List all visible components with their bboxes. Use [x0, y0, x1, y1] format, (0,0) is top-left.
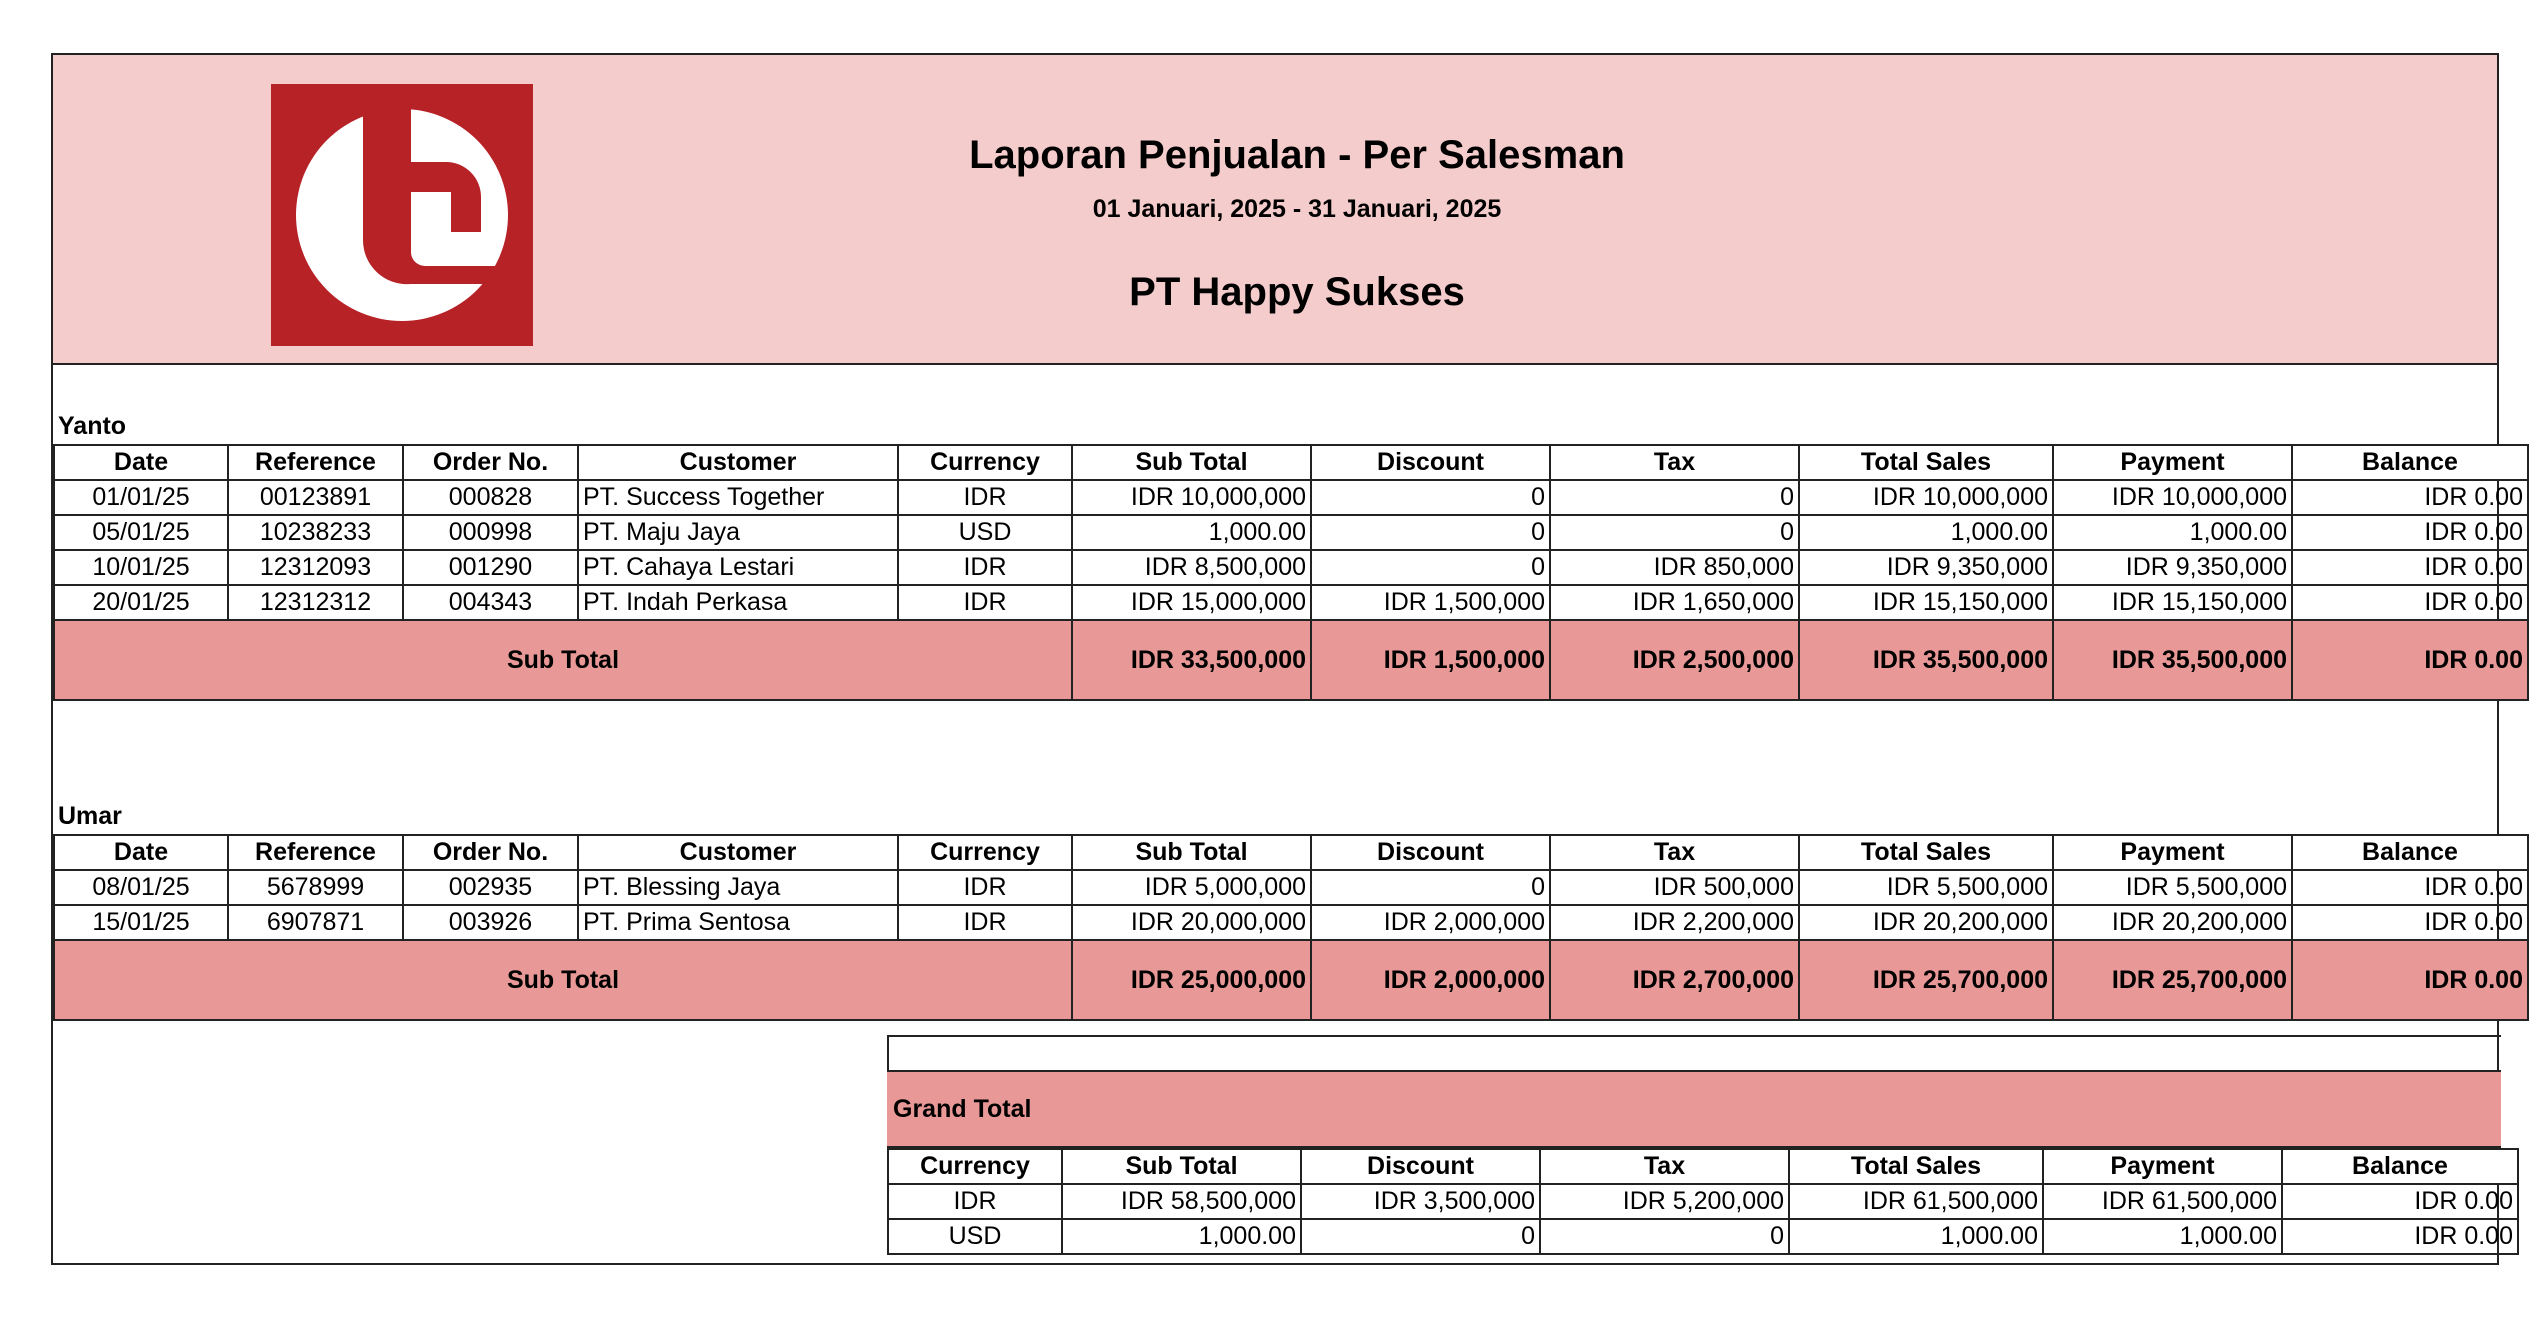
table-cell: IDR 20,200,000	[1799, 905, 2053, 940]
grand-total-header-row	[888, 1149, 2518, 1184]
table-cell: IDR 0.00	[2292, 585, 2528, 620]
table-row	[54, 585, 2528, 620]
company-name: PT Happy Sukses	[1129, 270, 1465, 314]
table-cell: IDR	[888, 1184, 1062, 1219]
table-cell: IDR 1,500,000	[1311, 585, 1550, 620]
table-cell: 0	[1301, 1219, 1540, 1254]
column-header: Total Sales	[1799, 835, 2053, 870]
column-header: Payment	[2053, 445, 2292, 480]
column-header: Balance	[2292, 835, 2528, 870]
subtotal-cell: IDR 35,500,000	[1799, 620, 2053, 700]
table-cell: IDR 20,000,000	[1072, 905, 1311, 940]
column-header: Currency	[898, 445, 1072, 480]
subtotal-cell: IDR 0.00	[2292, 940, 2528, 1020]
table-cell: 10/01/25	[54, 550, 228, 585]
company-logo-icon	[271, 84, 533, 346]
table-cell: USD	[898, 515, 1072, 550]
report-period: 01 Januari, 2025 - 31 Januari, 2025	[1092, 195, 1502, 223]
table-cell: 0	[1311, 480, 1550, 515]
table-cell: IDR 10,000,000	[1072, 480, 1311, 515]
column-header: Payment	[2043, 1149, 2282, 1184]
table-cell: IDR 8,500,000	[1072, 550, 1311, 585]
column-header: Date	[54, 445, 228, 480]
column-header: Tax	[1550, 835, 1799, 870]
column-header: Reference	[228, 835, 403, 870]
subtotal-cell: IDR 25,000,000	[1072, 940, 1311, 1020]
grand-total-table	[887, 1148, 2519, 1255]
column-header: Order No.	[403, 445, 578, 480]
column-header: Currency	[888, 1149, 1062, 1184]
grand-total-spacer	[887, 1035, 2501, 1070]
table-cell: PT. Success Together	[578, 480, 898, 515]
subtotal-cell: IDR 35,500,000	[2053, 620, 2292, 700]
table-cell: IDR 2,200,000	[1550, 905, 1799, 940]
table-cell: 10238233	[228, 515, 403, 550]
table-cell: 12312312	[228, 585, 403, 620]
table-cell: IDR	[898, 870, 1072, 905]
table-row	[54, 515, 2528, 550]
table-cell: IDR 0.00	[2292, 550, 2528, 585]
table-cell: IDR 15,150,000	[2053, 585, 2292, 620]
table-cell: IDR 61,500,000	[2043, 1184, 2282, 1219]
table-cell: 1,000.00	[1789, 1219, 2043, 1254]
table-cell: PT. Prima Sentosa	[578, 905, 898, 940]
subtotal-label: Sub Total	[54, 620, 1072, 700]
table-cell: IDR 15,150,000	[1799, 585, 2053, 620]
subtotal-cell: IDR 2,700,000	[1550, 940, 1799, 1020]
subtotal-cell: IDR 0.00	[2292, 620, 2528, 700]
column-header: Customer	[578, 835, 898, 870]
table-cell: IDR 5,500,000	[1799, 870, 2053, 905]
column-header: Payment	[2053, 835, 2292, 870]
table-cell: USD	[888, 1219, 1062, 1254]
column-header: Tax	[1550, 445, 1799, 480]
table-cell: 5678999	[228, 870, 403, 905]
table-cell: 000828	[403, 480, 578, 515]
subtotal-label: Sub Total	[54, 940, 1072, 1020]
table-cell: 0	[1311, 870, 1550, 905]
grand-total-row	[888, 1219, 2518, 1254]
column-header: Discount	[1311, 835, 1550, 870]
table-cell: 1,000.00	[1799, 515, 2053, 550]
table-cell: IDR 0.00	[2292, 870, 2528, 905]
table-cell: 1,000.00	[1062, 1219, 1301, 1254]
table-cell: IDR 0.00	[2292, 515, 2528, 550]
column-header: Balance	[2282, 1149, 2518, 1184]
table-cell: 6907871	[228, 905, 403, 940]
table-row	[54, 905, 2528, 940]
table-cell: 0	[1311, 550, 1550, 585]
table-cell: IDR 61,500,000	[1789, 1184, 2043, 1219]
table-cell: 0	[1550, 515, 1799, 550]
table-cell: IDR 5,500,000	[2053, 870, 2292, 905]
subtotal-cell: IDR 25,700,000	[1799, 940, 2053, 1020]
table-cell: 0	[1550, 480, 1799, 515]
table-cell: IDR 2,000,000	[1311, 905, 1550, 940]
table-cell: IDR	[898, 905, 1072, 940]
salesman-name: Umar	[58, 802, 122, 830]
column-header: Total Sales	[1789, 1149, 2043, 1184]
table-cell: 002935	[403, 870, 578, 905]
table-cell: PT. Maju Jaya	[578, 515, 898, 550]
table-cell: IDR 9,350,000	[2053, 550, 2292, 585]
table-cell: IDR 58,500,000	[1062, 1184, 1301, 1219]
table-cell: IDR	[898, 550, 1072, 585]
table-cell: PT. Indah Perkasa	[578, 585, 898, 620]
table-cell: IDR 9,350,000	[1799, 550, 2053, 585]
column-header: Tax	[1540, 1149, 1789, 1184]
report-header	[53, 55, 2497, 365]
table-cell: IDR	[898, 585, 1072, 620]
table-cell: 12312093	[228, 550, 403, 585]
column-header: Date	[54, 835, 228, 870]
table-row	[54, 550, 2528, 585]
subtotal-cell: IDR 25,700,000	[2053, 940, 2292, 1020]
table-cell: PT. Blessing Jaya	[578, 870, 898, 905]
table-cell: 01/01/25	[54, 480, 228, 515]
table-cell: 004343	[403, 585, 578, 620]
table-cell: 1,000.00	[2053, 515, 2292, 550]
table-cell: IDR 3,500,000	[1301, 1184, 1540, 1219]
column-header: Order No.	[403, 835, 578, 870]
column-header: Sub Total	[1072, 835, 1311, 870]
table-row	[54, 480, 2528, 515]
table-cell: IDR 10,000,000	[1799, 480, 2053, 515]
column-header: Sub Total	[1072, 445, 1311, 480]
table-cell: 0	[1311, 515, 1550, 550]
table-header-row	[54, 445, 2528, 480]
table-cell: 000998	[403, 515, 578, 550]
table-cell: 1,000.00	[1072, 515, 1311, 550]
table-cell: IDR 1,650,000	[1550, 585, 1799, 620]
subtotal-row	[54, 620, 2528, 700]
table-cell: IDR 0.00	[2282, 1219, 2518, 1254]
table-cell: 08/01/25	[54, 870, 228, 905]
table-cell: IDR 20,200,000	[2053, 905, 2292, 940]
column-header: Reference	[228, 445, 403, 480]
table-cell: IDR 500,000	[1550, 870, 1799, 905]
table-row	[54, 870, 2528, 905]
subtotal-cell: IDR 1,500,000	[1311, 620, 1550, 700]
grand-total-label: Grand Total	[887, 1070, 2501, 1148]
table-cell: 20/01/25	[54, 585, 228, 620]
subtotal-cell: IDR 33,500,000	[1072, 620, 1311, 700]
table-cell: IDR 10,000,000	[2053, 480, 2292, 515]
table-cell: IDR 850,000	[1550, 550, 1799, 585]
table-header-row	[54, 835, 2528, 870]
column-header: Balance	[2292, 445, 2528, 480]
table-cell: IDR	[898, 480, 1072, 515]
subtotal-cell: IDR 2,500,000	[1550, 620, 1799, 700]
table-cell: 0	[1540, 1219, 1789, 1254]
sales-table	[53, 444, 2529, 701]
report-sheet	[51, 53, 2523, 1265]
column-header: Sub Total	[1062, 1149, 1301, 1184]
salesman-name: Yanto	[58, 412, 127, 440]
table-cell: IDR 15,000,000	[1072, 585, 1311, 620]
table-cell: IDR 0.00	[2292, 905, 2528, 940]
table-cell: PT. Cahaya Lestari	[578, 550, 898, 585]
sales-table	[53, 834, 2529, 1021]
column-header: Customer	[578, 445, 898, 480]
column-header: Currency	[898, 835, 1072, 870]
table-cell: 15/01/25	[54, 905, 228, 940]
table-cell: 1,000.00	[2043, 1219, 2282, 1254]
grand-total-row	[888, 1184, 2518, 1219]
column-header: Discount	[1301, 1149, 1540, 1184]
table-cell: IDR 0.00	[2282, 1184, 2518, 1219]
table-cell: 001290	[403, 550, 578, 585]
subtotal-row	[54, 940, 2528, 1020]
column-header: Total Sales	[1799, 445, 2053, 480]
table-cell: 00123891	[228, 480, 403, 515]
column-header: Discount	[1311, 445, 1550, 480]
table-cell: 003926	[403, 905, 578, 940]
report-title: Laporan Penjualan - Per Salesman	[969, 133, 1625, 177]
table-cell: IDR 0.00	[2292, 480, 2528, 515]
table-cell: 05/01/25	[54, 515, 228, 550]
subtotal-cell: IDR 2,000,000	[1311, 940, 1550, 1020]
table-cell: IDR 5,000,000	[1072, 870, 1311, 905]
table-cell: IDR 5,200,000	[1540, 1184, 1789, 1219]
